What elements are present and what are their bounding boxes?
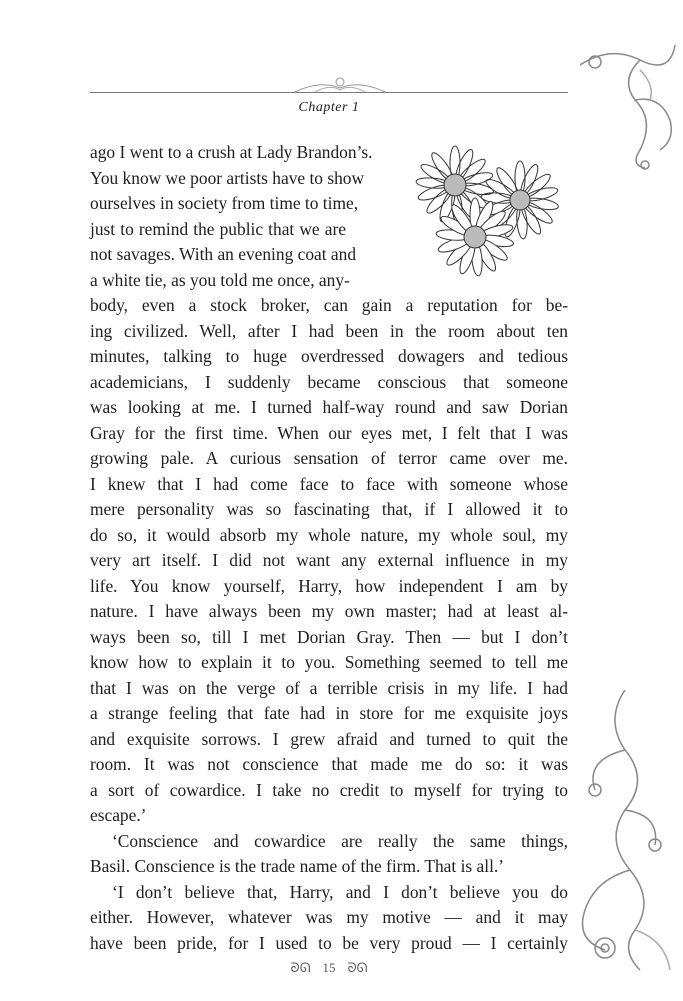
text-line: minutes, talking to huge overdressed dowagers and tedious [90,346,568,366]
header-ornament-icon [290,76,390,94]
text-line: a white tie, as you told me once, any- [90,269,350,290]
text-line: just to remind the public that we are [90,218,346,239]
right-flourish-icon: ᘐᘏ [347,960,368,975]
text-line: know how to explain it to you. Something seemed to tell me [90,652,568,672]
text-line: do so, it would absorb my whole nature, my whole soul, my [90,524,568,545]
page-footer [90,960,568,976]
bottom-right-flourish-icon [565,690,680,980]
text-line: ing civilized. Well, after I had been in the room about ten [90,320,568,341]
text-line: not savages. With an evening coat and [90,244,357,264]
text-line: ago I went to a crush at Lady Brandon’s. [90,142,373,162]
text-line: a strange feeling that fate had in store for me exquisite joys [90,703,568,723]
text-line: body, even a stock broker, can gain a reputation for be- [90,295,568,315]
text-line: nature. I have always been my own master; had at least al- [90,601,568,621]
text-line: Gray for the first time. When our eyes met, I felt that I was [90,422,568,443]
text-line: ‘I don’t believe that, Harry, and I don’t believe you do [112,881,568,902]
text-line: very art itself. I did not want any external influence in my [90,550,568,570]
text-line: You know we poor artists have to show [90,167,365,188]
text-line: academicians, I suddenly became conscious that someone [90,371,568,392]
text-line: ourselves in society from time to time, [90,193,359,213]
page-number: 15 [322,960,336,975]
chapter-heading: Chapter 1 [298,100,360,115]
text-line: escape.’ [90,805,147,825]
top-right-flourish-icon [580,40,680,170]
text-line: Basil. Conscience is the trade name of the firm. That is all.’ [90,856,505,876]
text-line: life. You know yourself, Harry, how independent I am by [90,575,568,596]
text-line: and exquisite sorrows. I grew afraid and turned to quit the [90,728,568,749]
text-line: that I was on the verge of a terrible crisis in my life. I had [90,677,568,698]
left-flourish-icon: ᘐᘏ [290,960,311,975]
text-line: was looking at me. I turned half-way round and saw Dorian [90,397,568,417]
text-line: I knew that I had come face to face with someone whose [90,473,568,494]
body-text [90,140,568,956]
text-line: room. It was not conscience that made me do so: it was [90,754,568,774]
text-line: mere personality was so fascinating that, if I allowed it to [90,499,568,519]
text-line: ‘Conscience and cowardice are really the same things, [112,830,568,851]
text-line: ways been so, till I met Dorian Gray. Then — but I don’t [90,626,568,647]
text-line: have been pride, for I used to be very proud — I certainly [90,932,568,953]
text-line: either. However, whatever was my motive — and it may [90,907,568,927]
text-line: growing pale. A curious sensation of terror came over me. [90,448,568,468]
text-line: a sort of cowardice. I take no credit to myself for trying to [90,779,568,800]
